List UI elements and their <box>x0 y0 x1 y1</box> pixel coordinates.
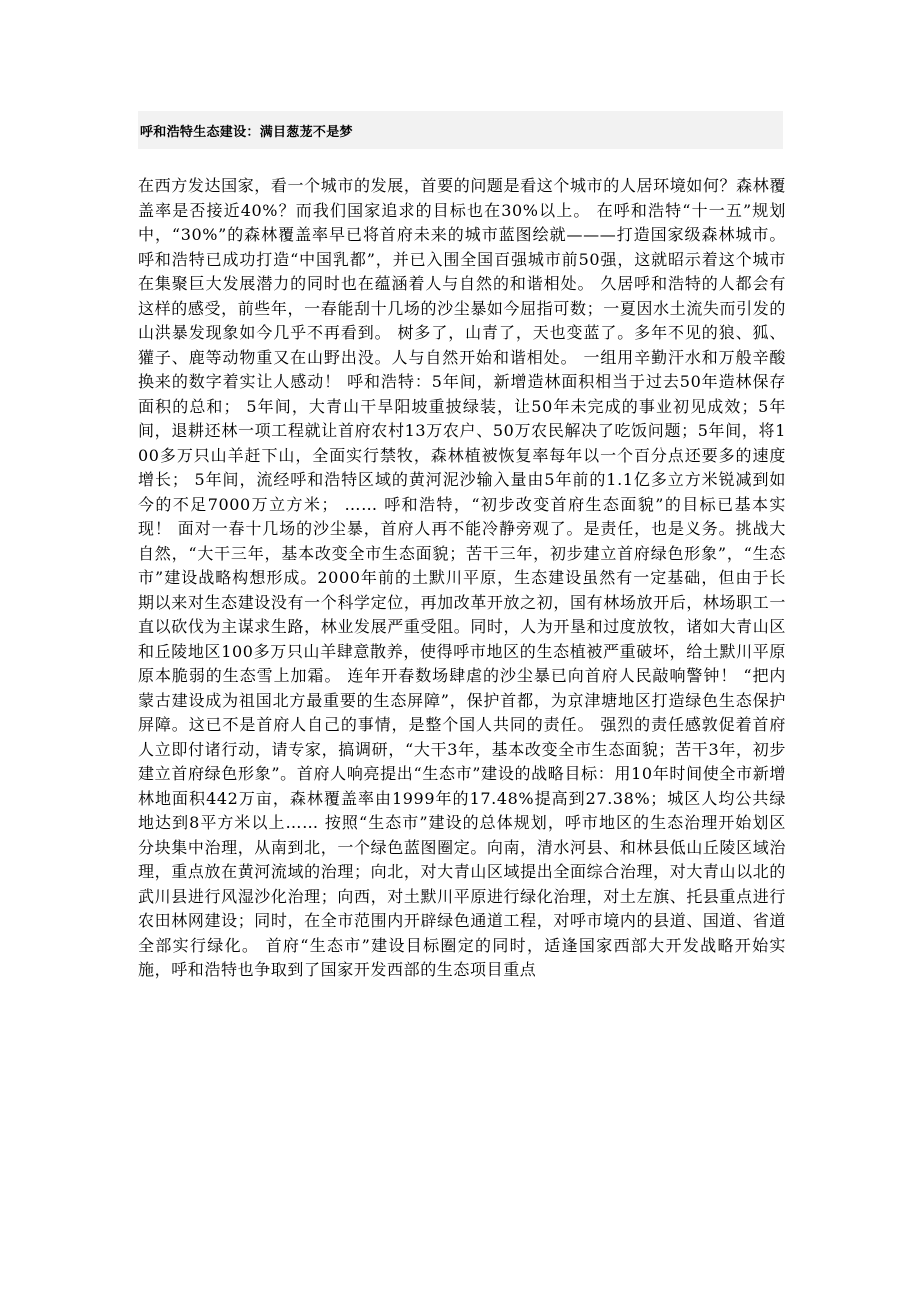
title-bar <box>138 111 783 149</box>
article-body: 在西方发达国家，看一个城市的发展，首要的问题是看这个城市的人居环境如何？森林覆盖率是否接近40%？而我们国家追求的目标也在30%以上。 在呼和浩特“十一五”规划中，“30%”的森林覆盖率早已将首府未来的城市蓝图绘就———打造国家级森林城市。 呼和浩特已成功打造“中国乳都”，并已入围全国百强城市前50强，这就昭示着这个城市在集聚巨大发展潜力的同时也在蕴涵着人与自然的和谐相处。 久居呼和浩特的人都会有这样的感受，前些年，一春能刮十几场的沙尘暴如今屈指可数；一夏因水土流失而引发的山洪暴发现象如今几乎不再看到。 树多了，山青了，天也变蓝了。多年不见的狼、狐、獾子、鹿等动物重又在山野出没。人与自然开始和谐相处。 一组用辛勤汗水和万般辛酸换来的数字着实让人感动！ 呼和浩特：5年间，新增造林面积相当于过去50年造林保存面积的总和； 5年间，大青山干旱阳坡重披绿装，让50年未完成的事业初见成效；5年间，退耕还林一项工程就让首府农村13万农户、50万农民解决了吃饭问题；5年间，将100多万只山羊赶下山，全面实行禁牧，森林植被恢复率每年以一个百分点还要多的速度增长； 5年间，流经呼和浩特区域的黄河泥沙输入量由5年前的1.1亿多立方米锐减到如今的不足7000万立方米； …… 呼和浩特，“初步改变首府生态面貌”的目标已基本实现！ 面对一春十几场的沙尘暴，首府人再不能冷静旁观了。是责任，也是义务。挑战大自然，“大干三年，基本改变全市生态面貌；苦干三年，初步建立首府绿色形象”，“生态市”建设战略构想形成。2000年前的土默川平原，生态建设虽然有一定基础，但由于长期以来对生态建设没有一个科学定位，再加改革开放之初，国有林场放开后，林场职工一直以砍伐为主谋求生路，林业发展严重受阻。同时，人为开垦和过度放牧，诸如大青山区和丘陵地区100多万只山羊肆意散养，使得呼市地区的生态植被严重破坏，给土默川平原原本脆弱的生态雪上加霜。 连年开春数场肆虐的沙尘暴已向首府人民敲响警钟！ “把内蒙古建设成为祖国北方最重要的生态屏障”，保护首都，为京津塘地区打造绿色生态保护屏障。这已不是首府人自己的事情，是整个国人共同的责任。 强烈的责任感敦促着首府人立即付诸行动，请专家，搞调研，“大干3年，基本改变全市生态面貌；苦干3年，初步建立首府绿色形象”。首府人响亮提出“生态市”建设的战略目标：用10年时间使全市新增林地面积442万亩，森林覆盖率由1999年的17.48%提高到27.38%；城区人均公共绿地达到8平方米以上…… 按照“生态市”建设的总体规划，呼市地区的生态治理开始划区分块集中治理，从南到北，一个绿色蓝图圈定。向南，清水河县、和林县低山丘陵区域治理，重点放在黄河流域的治理；向北，对大青山区域提出全面综合治理，对大青山以北的武川县进行风湿沙化治理；向西，对土默川平原进行绿化治理，对土左旗、托县重点进行农田林网建设；同时，在全市范围内开辟绿色通道工程，对呼市境内的县道、国道、省道全部实行绿化。 首府“生态市”建设目标圈定的同时，适逢国家西部大开发战略开始实施，呼和浩特也争取到了国家开发西部的生态项目重点 <box>138 176 786 979</box>
article-title: 呼和浩特生态建设：满目葱茏不是梦 <box>140 124 353 140</box>
